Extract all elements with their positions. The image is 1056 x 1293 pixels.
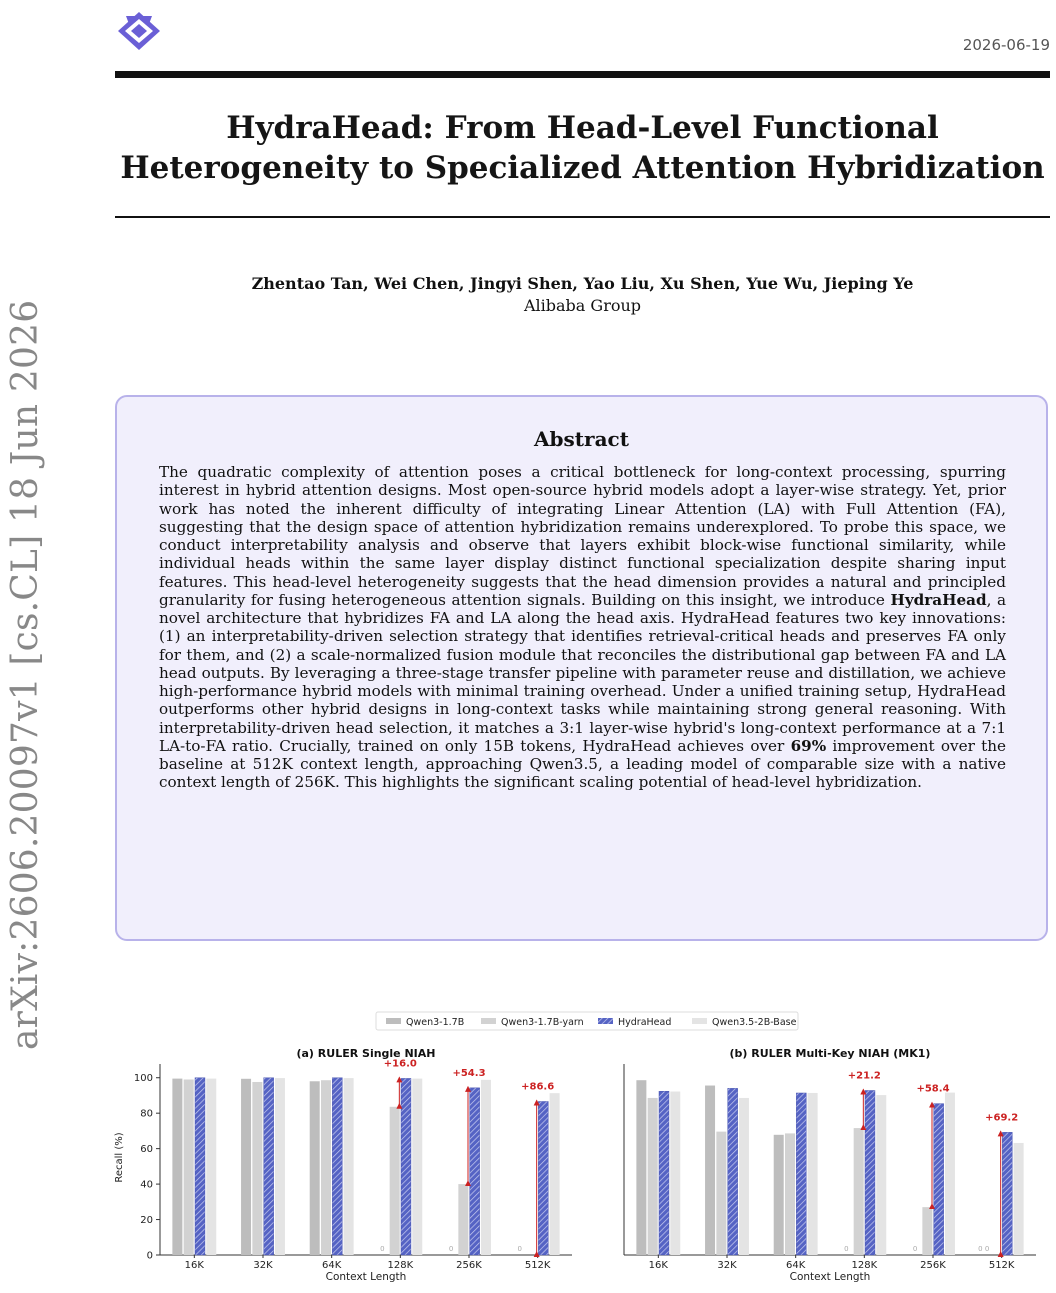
title-line-2: Heterogeneity to Specialized Attention Hybridization	[120, 150, 1045, 186]
bar-1-4-1	[922, 1207, 932, 1255]
bar-0-2-2	[332, 1078, 342, 1255]
zero-label-0-3: 0	[380, 1245, 385, 1253]
improvement-label-1-5: +69.2	[985, 1112, 1019, 1124]
abstract-text-part-1: The quadratic complexity of attention poses a critical bottleneck for long-context processing, spurring interest in hybrid attention designs. Most open-source hybrid models adopt a layer-wise strategy. Yet, prior work has noted the inherent difficulty of integrating Linear Attention (LA) with Full Attention (FA), suggesting that the design space of attention hybridization remains underexplored. To probe this space, we conduct interpretability analysis and observe that layers exhibit block-wise functional similarity, while individual heads within the same layer display distinct functional specialization despite sharing input features. This head-level heterogeneity suggests that the head dimension provides a natural and principled granularity for fusing heterogeneous attention signals. Building on this insight, we introduce	[159, 463, 1006, 609]
y-tick-label-0-0: 0	[146, 1250, 153, 1262]
bar-0-1-0	[241, 1079, 251, 1255]
x-tick-label-0-1: 32K	[253, 1260, 273, 1271]
abstract-text-part-2: , a novel architecture that hybridizes FA and LA along the head axis. HydraHead features two key innovations: (1) an interpretability-driven selection strategy that identifies retrieval-critical heads and preserves FA only for them, and (2) a scale-normalized fusion module that reconciles the distributional gap between FA and LA head outputs. By leveraging a three-stage transfer pipeline with parameter reuse and distillation, we achieve high-performance hybrid models with minimal training overhead. Under a unified training setup, HydraHead outperforms other hybrid designs in long-context tasks while maintaining strong general reasoning. With interpretability-driven head selection, it matches a 3:1 layer-wise hybrid's long-context performance at a 7:1 LA-to-FA ratio. Crucially, trained on only 15B tokens, HydraHead achieves over	[159, 590, 1006, 755]
x-tick-label-0-3: 128K	[387, 1260, 414, 1271]
bar-1-2-0	[774, 1135, 784, 1255]
title-line-1: HydraHead: From Head-Level Functional	[226, 110, 939, 146]
bar-1-2-1	[785, 1133, 795, 1255]
bar-1-0-1	[648, 1098, 658, 1255]
legend-swatch-1	[481, 1018, 496, 1024]
abstract-heading: Abstract	[534, 427, 629, 451]
arxiv-side-stamp: arXiv:2606.20097v1 [cs.CL] 18 Jun 2026	[5, 299, 46, 1050]
model-name: HydraHead	[890, 590, 987, 609]
x-tick-label-0-0: 16K	[184, 1260, 204, 1271]
qwen-logo-icon	[116, 10, 162, 52]
bar-0-0-1	[184, 1080, 194, 1256]
author-list: Zhentao Tan, Wei Chen, Jingyi Shen, Yao Liu, Xu Shen, Yue Wu, Jieping Ye	[251, 274, 914, 293]
improvement-label-0-4: +54.3	[452, 1067, 486, 1079]
zero-label-1-3: 0	[844, 1245, 849, 1253]
y-tick-label-0-40: 40	[140, 1179, 153, 1191]
legend-label-0: Qwen3-1.7B	[406, 1017, 465, 1028]
ruler-niah-figure	[100, 1005, 1050, 1290]
chart-title-1: (b) RULER Multi-Key NIAH (MK1)	[729, 1047, 931, 1060]
improvement-label-1-4: +58.4	[916, 1083, 950, 1095]
zero-label-0-4: 0	[448, 1245, 454, 1253]
bar-1-1-0	[705, 1086, 715, 1255]
bar-0-4-2	[470, 1088, 480, 1255]
bar-1-0-0	[636, 1080, 646, 1255]
bar-0-3-2	[401, 1078, 411, 1255]
legend-label-3: Qwen3.5-2B-Base	[712, 1017, 797, 1028]
x-tick-label-1-4: 256K	[920, 1260, 946, 1271]
legend-label-1: Qwen3-1.7B-yarn	[501, 1017, 584, 1028]
improvement-label-0-5: +86.6	[521, 1081, 555, 1093]
abstract-body	[159, 463, 1006, 792]
bar-0-0-0	[172, 1079, 182, 1255]
improvement-label-1-3: +21.2	[847, 1070, 881, 1082]
legend-swatch-2	[598, 1018, 613, 1024]
publication-date: 2026-06-19	[962, 36, 1050, 54]
legend-label-2: HydraHead	[618, 1017, 672, 1028]
abstract-box	[115, 395, 1048, 941]
y-tick-label-0-100: 100	[133, 1073, 153, 1085]
chart-title-0: (a) RULER Single NIAH	[296, 1047, 436, 1060]
bar-1-1-1	[716, 1132, 726, 1255]
bar-1-3-3	[876, 1095, 886, 1255]
x-tick-label-1-3: 128K	[851, 1260, 878, 1271]
y-tick-label-0-60: 60	[140, 1144, 153, 1156]
bar-1-2-2	[796, 1093, 806, 1255]
bar-0-2-0	[310, 1081, 320, 1255]
bar-1-4-2	[934, 1104, 944, 1255]
bar-0-1-2	[264, 1078, 274, 1255]
bar-1-0-3	[670, 1092, 680, 1255]
paper-title	[115, 108, 1050, 188]
x-tick-label-1-5: 512K	[988, 1260, 1015, 1271]
legend-swatch-3	[692, 1018, 707, 1024]
y-tick-label-0-80: 80	[140, 1108, 153, 1120]
x-tick-label-0-2: 64K	[322, 1260, 342, 1271]
bar-1-0-2	[659, 1091, 669, 1255]
x-axis-label-1: Context Length	[789, 1271, 871, 1283]
abstract-text-part-3: improvement over the baseline at 512K context length, approaching Qwen3.5, a leading model of comparable size with a native context length of 256K. This highlights the significant scaling potential of head-level hybridization.	[159, 736, 1006, 792]
affiliation: Alibaba Group	[523, 296, 642, 315]
y-axis-label-0: Recall (%)	[114, 1132, 125, 1183]
bar-1-4-3	[945, 1093, 955, 1255]
bar-1-1-2	[728, 1088, 738, 1255]
bar-1-1-3	[739, 1098, 749, 1255]
x-tick-label-0-4: 256K	[456, 1260, 482, 1271]
x-tick-label-1-0: 16K	[648, 1260, 668, 1271]
bar-0-2-3	[344, 1078, 354, 1255]
title-rule	[115, 216, 1050, 218]
zero-label-1-5: 0 0	[978, 1245, 990, 1253]
bar-0-5-3	[550, 1093, 560, 1255]
bar-0-3-1	[390, 1107, 400, 1255]
bar-0-2-1	[321, 1080, 331, 1255]
bar-0-1-1	[252, 1082, 262, 1255]
bar-0-1-3	[275, 1078, 285, 1255]
bar-1-3-2	[865, 1090, 875, 1255]
bar-0-5-2	[538, 1101, 548, 1255]
x-tick-label-0-5: 512K	[524, 1260, 551, 1271]
x-axis-label-0: Context Length	[325, 1271, 407, 1283]
bar-0-0-3	[206, 1079, 216, 1255]
bar-1-5-3	[1014, 1143, 1024, 1255]
bar-0-0-2	[195, 1078, 205, 1255]
bar-1-2-3	[808, 1093, 818, 1255]
zero-label-1-4: 0	[912, 1245, 918, 1253]
improvement-highlight: 69%	[790, 736, 827, 755]
top-rule	[115, 71, 1050, 78]
zero-label-0-5: 0	[517, 1245, 522, 1253]
x-tick-label-1-2: 64K	[786, 1260, 806, 1271]
bar-1-3-1	[854, 1128, 864, 1255]
y-tick-label-0-20: 20	[140, 1215, 153, 1227]
bar-0-3-3	[412, 1079, 422, 1255]
improvement-label-0-3: +16.0	[383, 1058, 417, 1070]
bar-1-5-2	[1002, 1132, 1012, 1255]
legend-swatch-0	[386, 1018, 401, 1024]
x-tick-label-1-1: 32K	[717, 1260, 737, 1271]
bar-0-4-3	[481, 1080, 491, 1255]
bar-0-4-1	[458, 1184, 468, 1255]
